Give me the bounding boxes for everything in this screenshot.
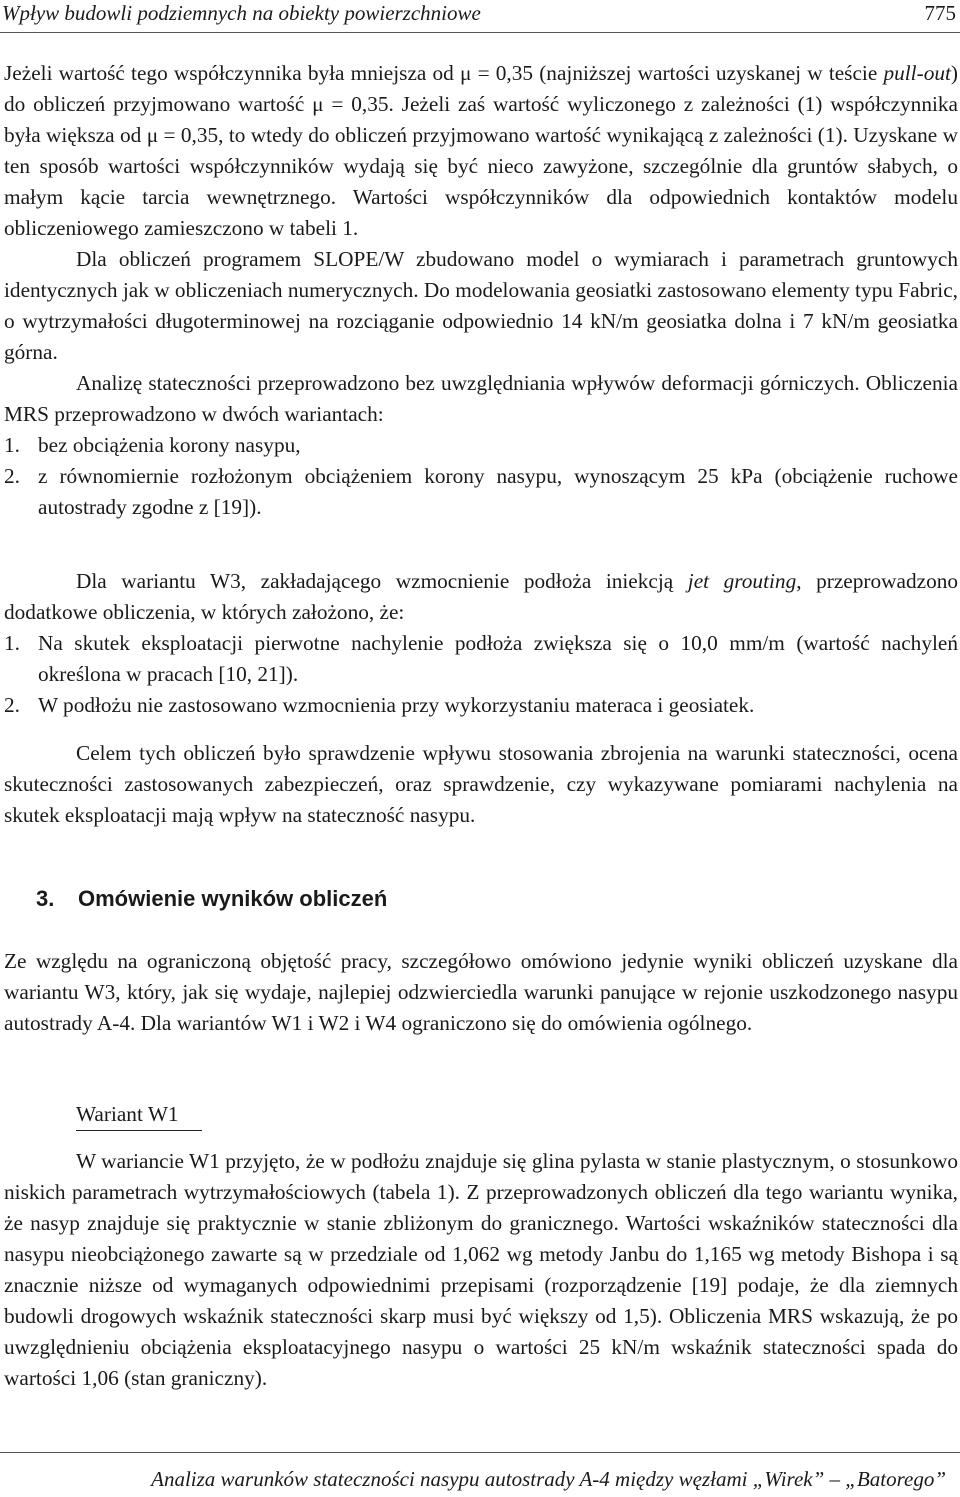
paragraph: Ze względu na ograniczoną objętość pracy, szczegółowo omówiono jedynie wyniki obliczeń uzyskane dla wariantu W3, który, jak się wydaje, najlepiej odzwierciedla warunki panujące w rejonie uszkodzonego nasypu autostrady A-4. Dla wariantów W1 i W2 i W4 ograniczono się do omówienia ogólnego.	[4, 949, 958, 1035]
paragraph: Dla obliczeń programem SLOPE/W zbudowano model o wymiarach i parametrach gruntowych identycznych jak w obliczeniach numerycznych. Do modelowania geosiatki zastosowano elementy typu Fabric, o wytrzymałości długoterminowej na rozciąganie odpowiednio 14 kN/m geosiatka dolna i 7 kN/m geosiatka górna.	[4, 247, 958, 364]
paragraph-text: , przeprowadzono dodatkowe obliczenia, w których założono, że:	[4, 569, 959, 624]
list-item-text: Na skutek eksploatacji pierwotne nachylenie podłoża zwiększa się o 10,0 mm/m (wartość nachyleń określona w pracach [10, 21]).	[38, 631, 958, 686]
list-number: 1.	[4, 631, 20, 655]
section-number: 3.	[36, 886, 55, 911]
list-item-text: z równomiernie rozłożonym obciążeniem korony nasypu, wynoszącym 25 kPa (obciążenie ruchowe autostrady zgodne z [19]).	[38, 464, 958, 519]
list-item-text: bez obciążenia korony nasypu,	[38, 433, 301, 457]
text-block-5	[4, 1146, 958, 1394]
footer-rule	[0, 1452, 960, 1453]
subsection-heading: Wariant W1	[76, 1102, 179, 1126]
running-header	[2, 0, 956, 26]
list-item	[4, 461, 958, 523]
list-item	[4, 628, 958, 690]
list-item	[4, 430, 958, 461]
running-header-title: Wpływ budowli podziemnych na obiekty powierzchniowe	[2, 1, 481, 25]
page-number: 775	[924, 1, 956, 25]
paragraph: Celem tych obliczeń było sprawdzenie wpływu stosowania zbrojenia na warunki stateczności, ocena skuteczności zastosowanych zabezpieczeń, oraz sprawdzenie, czy wykazywane pomiarami nachylenia na skutek eksploatacji mają wpływ na stateczność nasypu.	[4, 741, 958, 827]
header-rule	[0, 32, 960, 33]
italic-term: jet grouting	[687, 569, 797, 593]
numbered-list	[4, 628, 958, 721]
subsection-underline	[76, 1130, 202, 1131]
paragraph-text: Dla wariantu W3, zakładającego wzmocnienie podłoża iniekcją	[76, 569, 688, 593]
paragraph: W wariancie W1 przyjęto, że w podłożu znajduje się glina pylasta w stanie plastycznym, o stosunkowo niskich parametrach wytrzymałościowych (tabela 1). Z przeprowadzonych obliczeń dla tego wariantu wynika, że nasyp znajduje się praktycznie w stanie zbliżonym do granicznego. Wartości wskaźników stateczności dla nasypu nieobciążonego zawarte są w przedziale od 1,062 wg metody Janbu do 1,165 wg metody Bishopa i są znacznie niższe od wymaganych odpowiednimi przepisami (rozporządzenie [19] podaje, że dla ziemnych budowli drogowych wskaźnik stateczności skarp musi być większy od 1,5). Obliczenia MRS wskazują, że po uwzględnieniu obciążenia eksploatacyjnego nasypu o wartości 25 kN/m wskaźnik stateczności spada do wartości 1,06 (stan graniczny).	[4, 1149, 958, 1390]
paragraph: Analizę stateczności przeprowadzono bez uwzględniania wpływów deformacji górniczych. Obliczenia MRS przeprowadzono w dwóch wariantach:	[4, 371, 958, 426]
paragraph-text: Jeżeli wartość tego współczynnika była mniejsza od μ = 0,35 (najniższej wartości uzyskanej w teście	[4, 61, 884, 85]
text-block-2	[4, 566, 958, 721]
paragraph-text: ) do obliczeń przyjmowano wartość μ = 0,35. Jeżeli zaś wartość wyliczonego z zależności (1) współczynnika była większa od μ = 0,35, to wtedy do obliczeń przyjmowano wartość wynikającą z zależności (1). Uzyskane w ten sposób wartości współczynników wydają się być nieco zawyżone, szczególnie dla gruntów słabych, o małym kącie tarcia wewnętrznego. Wartości współczynników dla odpowiednich kontaktów modelu obliczeniowego zamieszczono w tabeli 1.	[4, 61, 958, 240]
text-block-4	[4, 946, 958, 1039]
running-footer: Analiza warunków stateczności nasypu autostrady A-4 między węzłami „Wirek” – „Batorego”	[151, 1467, 946, 1491]
section-title: Omówienie wyników obliczeń	[78, 886, 388, 911]
list-item-text: W podłożu nie zastosowano wzmocnienia przy wykorzystaniu materaca i geosiatek.	[38, 693, 755, 717]
list-number: 2.	[4, 464, 20, 488]
text-block-1	[4, 58, 958, 523]
paragraph	[4, 566, 958, 628]
numbered-list	[4, 430, 958, 523]
section-heading	[36, 884, 387, 914]
italic-term: pull-out	[883, 61, 951, 85]
list-number: 1.	[4, 433, 20, 457]
list-number: 2.	[4, 693, 20, 717]
text-block-3	[4, 738, 958, 831]
list-item	[4, 690, 958, 721]
paragraph	[4, 58, 958, 244]
